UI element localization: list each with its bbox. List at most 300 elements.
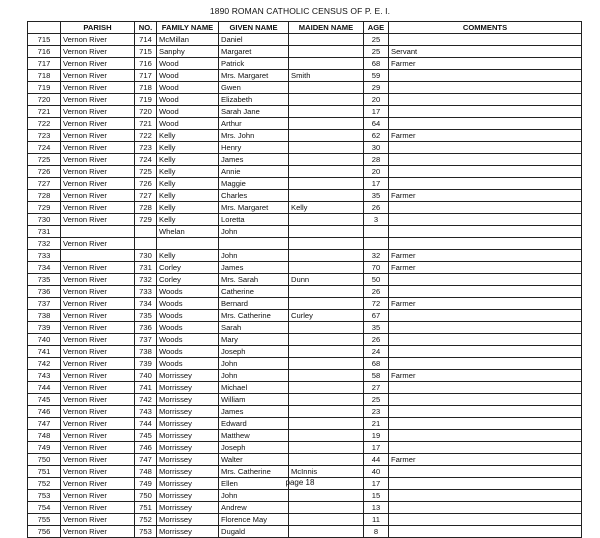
table-row — [28, 418, 582, 430]
age-cell: 17 — [364, 478, 389, 490]
record-number-cell: 732 — [135, 274, 157, 286]
given-name-cell: James — [219, 154, 289, 166]
parish-cell: Vernon River — [61, 238, 135, 250]
comments-cell — [389, 430, 582, 442]
age-cell: 15 — [364, 490, 389, 502]
row-number-cell: 741 — [28, 346, 61, 358]
age-cell: 44 — [364, 454, 389, 466]
maiden-name-cell — [289, 430, 364, 442]
comments-cell: Farmer — [389, 454, 582, 466]
row-number-cell: 748 — [28, 430, 61, 442]
family-name-cell: Whelan — [157, 226, 219, 238]
table-row — [28, 34, 582, 46]
parish-cell: Vernon River — [61, 106, 135, 118]
record-number-cell: 751 — [135, 502, 157, 514]
family-name-cell — [157, 238, 219, 250]
family-name-cell: Kelly — [157, 250, 219, 262]
parish-cell: Vernon River — [61, 358, 135, 370]
row-number-cell: 753 — [28, 490, 61, 502]
row-number-cell: 743 — [28, 370, 61, 382]
record-number-cell: 724 — [135, 154, 157, 166]
row-number-cell: 739 — [28, 322, 61, 334]
age-cell: 32 — [364, 250, 389, 262]
record-number-cell: 720 — [135, 106, 157, 118]
family-name-cell: Woods — [157, 346, 219, 358]
record-number-cell: 735 — [135, 310, 157, 322]
maiden-name-cell — [289, 190, 364, 202]
record-number-cell: 750 — [135, 490, 157, 502]
table-row — [28, 358, 582, 370]
parish-cell: Vernon River — [61, 70, 135, 82]
age-cell — [364, 226, 389, 238]
table-row — [28, 226, 582, 238]
comments-cell: Farmer — [389, 58, 582, 70]
row-number-cell: 730 — [28, 214, 61, 226]
table-row — [28, 46, 582, 58]
comments-cell — [389, 142, 582, 154]
table-row — [28, 274, 582, 286]
age-cell: 72 — [364, 298, 389, 310]
age-cell — [364, 238, 389, 250]
record-number-cell: 747 — [135, 454, 157, 466]
age-cell: 40 — [364, 466, 389, 478]
table-row — [28, 286, 582, 298]
table-row — [28, 130, 582, 142]
table-row — [28, 214, 582, 226]
record-number-cell: 743 — [135, 406, 157, 418]
row-number-cell: 738 — [28, 310, 61, 322]
age-cell: 21 — [364, 418, 389, 430]
given-name-cell: Mrs. Sarah — [219, 274, 289, 286]
header-rownum — [28, 22, 61, 34]
given-name-cell — [219, 238, 289, 250]
table-row — [28, 346, 582, 358]
maiden-name-cell — [289, 358, 364, 370]
table-row — [28, 490, 582, 502]
family-name-cell: Woods — [157, 298, 219, 310]
age-cell: 3 — [364, 214, 389, 226]
table-row — [28, 334, 582, 346]
row-number-cell: 732 — [28, 238, 61, 250]
table-row — [28, 94, 582, 106]
record-number-cell: 714 — [135, 34, 157, 46]
row-number-cell: 747 — [28, 418, 61, 430]
comments-cell: Servant — [389, 46, 582, 58]
comments-cell — [389, 70, 582, 82]
comments-cell — [389, 34, 582, 46]
table-row — [28, 466, 582, 478]
age-cell: 50 — [364, 274, 389, 286]
maiden-name-cell: Smith — [289, 70, 364, 82]
family-name-cell: Kelly — [157, 154, 219, 166]
comments-cell — [389, 442, 582, 454]
record-number-cell: 725 — [135, 166, 157, 178]
given-name-cell: Sarah — [219, 322, 289, 334]
record-number-cell: 740 — [135, 370, 157, 382]
parish-cell: Vernon River — [61, 214, 135, 226]
record-number-cell: 721 — [135, 118, 157, 130]
table-row — [28, 454, 582, 466]
age-cell: 26 — [364, 286, 389, 298]
family-name-cell: Kelly — [157, 190, 219, 202]
row-number-cell: 718 — [28, 70, 61, 82]
record-number-cell: 742 — [135, 394, 157, 406]
family-name-cell: Wood — [157, 82, 219, 94]
table-row — [28, 370, 582, 382]
given-name-cell: John — [219, 358, 289, 370]
row-number-cell: 728 — [28, 190, 61, 202]
parish-cell: Vernon River — [61, 382, 135, 394]
comments-cell — [389, 346, 582, 358]
maiden-name-cell — [289, 154, 364, 166]
row-number-cell: 746 — [28, 406, 61, 418]
family-name-cell: Morrissey — [157, 406, 219, 418]
record-number-cell — [135, 238, 157, 250]
parish-cell: Vernon River — [61, 418, 135, 430]
record-number-cell: 727 — [135, 190, 157, 202]
record-number-cell: 726 — [135, 178, 157, 190]
given-name-cell: Patrick — [219, 58, 289, 70]
family-name-cell: Corley — [157, 262, 219, 274]
family-name-cell: Woods — [157, 322, 219, 334]
parish-cell: Vernon River — [61, 346, 135, 358]
maiden-name-cell: Kelly — [289, 202, 364, 214]
row-number-cell: 756 — [28, 526, 61, 538]
parish-cell: Vernon River — [61, 526, 135, 538]
record-number-cell: 739 — [135, 358, 157, 370]
comments-cell: Farmer — [389, 190, 582, 202]
age-cell: 25 — [364, 34, 389, 46]
maiden-name-cell — [289, 250, 364, 262]
given-name-cell: Mrs. Margaret — [219, 70, 289, 82]
maiden-name-cell — [289, 502, 364, 514]
maiden-name-cell — [289, 298, 364, 310]
parish-cell: Vernon River — [61, 94, 135, 106]
family-name-cell: Morrissey — [157, 466, 219, 478]
maiden-name-cell — [289, 322, 364, 334]
age-cell: 19 — [364, 430, 389, 442]
table-row — [28, 430, 582, 442]
comments-cell — [389, 226, 582, 238]
given-name-cell: Florence May — [219, 514, 289, 526]
record-number-cell: 728 — [135, 202, 157, 214]
family-name-cell: Woods — [157, 286, 219, 298]
row-number-cell: 726 — [28, 166, 61, 178]
parish-cell: Vernon River — [61, 190, 135, 202]
maiden-name-cell — [289, 166, 364, 178]
age-cell: 28 — [364, 154, 389, 166]
family-name-cell: Kelly — [157, 202, 219, 214]
given-name-cell: Margaret — [219, 46, 289, 58]
record-number-cell: 722 — [135, 130, 157, 142]
comments-cell — [389, 214, 582, 226]
row-number-cell: 749 — [28, 442, 61, 454]
parish-cell: Vernon River — [61, 370, 135, 382]
comments-cell — [389, 358, 582, 370]
given-name-cell: Daniel — [219, 34, 289, 46]
parish-cell — [61, 226, 135, 238]
given-name-cell: Loretta — [219, 214, 289, 226]
comments-cell — [389, 118, 582, 130]
page-number: page 18 — [285, 478, 315, 487]
given-name-cell: James — [219, 262, 289, 274]
table-row — [28, 502, 582, 514]
maiden-name-cell — [289, 34, 364, 46]
parish-cell: Vernon River — [61, 118, 135, 130]
parish-cell: Vernon River — [61, 310, 135, 322]
maiden-name-cell — [289, 526, 364, 538]
parish-cell: Vernon River — [61, 322, 135, 334]
age-cell: 17 — [364, 106, 389, 118]
header-given-name: GIVEN NAME — [219, 22, 289, 34]
comments-cell — [389, 394, 582, 406]
maiden-name-cell — [289, 106, 364, 118]
given-name-cell: Mrs. Margaret — [219, 202, 289, 214]
family-name-cell: Morrissey — [157, 502, 219, 514]
given-name-cell: John — [219, 490, 289, 502]
age-cell: 25 — [364, 46, 389, 58]
row-number-cell: 752 — [28, 478, 61, 490]
comments-cell — [389, 238, 582, 250]
parish-cell: Vernon River — [61, 394, 135, 406]
maiden-name-cell — [289, 418, 364, 430]
table-row — [28, 202, 582, 214]
row-number-cell: 720 — [28, 94, 61, 106]
given-name-cell: Dugald — [219, 526, 289, 538]
header-family-name: FAMILY NAME — [157, 22, 219, 34]
comments-cell — [389, 490, 582, 502]
comments-cell — [389, 514, 582, 526]
record-number-cell: 729 — [135, 214, 157, 226]
given-name-cell: Arthur — [219, 118, 289, 130]
comments-cell: Farmer — [389, 250, 582, 262]
comments-cell — [389, 334, 582, 346]
given-name-cell: William — [219, 394, 289, 406]
family-name-cell: Kelly — [157, 178, 219, 190]
given-name-cell: Annie — [219, 166, 289, 178]
family-name-cell: Wood — [157, 106, 219, 118]
row-number-cell: 744 — [28, 382, 61, 394]
comments-cell — [389, 166, 582, 178]
given-name-cell: Joseph — [219, 346, 289, 358]
table-row — [28, 178, 582, 190]
given-name-cell: Mrs. Catherine — [219, 310, 289, 322]
given-name-cell: Maggie — [219, 178, 289, 190]
parish-cell: Vernon River — [61, 34, 135, 46]
comments-cell — [389, 286, 582, 298]
row-number-cell: 751 — [28, 466, 61, 478]
family-name-cell: Corley — [157, 274, 219, 286]
comments-cell: Farmer — [389, 298, 582, 310]
family-name-cell: Wood — [157, 70, 219, 82]
age-cell: 26 — [364, 202, 389, 214]
row-number-cell: 724 — [28, 142, 61, 154]
family-name-cell: McMillan — [157, 34, 219, 46]
comments-cell — [389, 202, 582, 214]
age-cell: 8 — [364, 526, 389, 538]
table-row — [28, 238, 582, 250]
parish-cell: Vernon River — [61, 406, 135, 418]
header-no: NO. — [135, 22, 157, 34]
age-cell: 26 — [364, 334, 389, 346]
family-name-cell: Sanphy — [157, 46, 219, 58]
row-number-cell: 719 — [28, 82, 61, 94]
age-cell: 58 — [364, 370, 389, 382]
given-name-cell: Gwen — [219, 82, 289, 94]
maiden-name-cell — [289, 334, 364, 346]
row-number-cell: 735 — [28, 274, 61, 286]
age-cell: 25 — [364, 394, 389, 406]
comments-cell — [389, 406, 582, 418]
record-number-cell: 744 — [135, 418, 157, 430]
family-name-cell: Morrissey — [157, 514, 219, 526]
record-number-cell: 736 — [135, 322, 157, 334]
given-name-cell: Mary — [219, 334, 289, 346]
family-name-cell: Morrissey — [157, 430, 219, 442]
record-number-cell: 752 — [135, 514, 157, 526]
comments-cell: Farmer — [389, 370, 582, 382]
maiden-name-cell — [289, 58, 364, 70]
family-name-cell: Morrissey — [157, 454, 219, 466]
given-name-cell: Matthew — [219, 430, 289, 442]
table-row — [28, 118, 582, 130]
row-number-cell: 742 — [28, 358, 61, 370]
parish-cell: Vernon River — [61, 58, 135, 70]
family-name-cell: Kelly — [157, 130, 219, 142]
record-number-cell: 733 — [135, 286, 157, 298]
record-number-cell: 717 — [135, 70, 157, 82]
record-number-cell: 715 — [135, 46, 157, 58]
given-name-cell: Bernard — [219, 298, 289, 310]
table-row — [28, 70, 582, 82]
table-row — [28, 322, 582, 334]
comments-cell — [389, 310, 582, 322]
row-number-cell: 733 — [28, 250, 61, 262]
family-name-cell: Morrissey — [157, 478, 219, 490]
census-table — [27, 21, 582, 538]
record-number-cell: 738 — [135, 346, 157, 358]
maiden-name-cell — [289, 370, 364, 382]
age-cell: 11 — [364, 514, 389, 526]
maiden-name-cell — [289, 490, 364, 502]
maiden-name-cell — [289, 130, 364, 142]
age-cell: 20 — [364, 166, 389, 178]
maiden-name-cell — [289, 46, 364, 58]
given-name-cell: Elizabeth — [219, 94, 289, 106]
record-number-cell: 734 — [135, 298, 157, 310]
table-row — [28, 262, 582, 274]
age-cell: 29 — [364, 82, 389, 94]
comments-cell — [389, 502, 582, 514]
family-name-cell: Woods — [157, 310, 219, 322]
record-number-cell: 730 — [135, 250, 157, 262]
table-row — [28, 442, 582, 454]
maiden-name-cell — [289, 346, 364, 358]
given-name-cell: Ellen — [219, 478, 289, 490]
maiden-name-cell — [289, 142, 364, 154]
age-cell: 17 — [364, 178, 389, 190]
row-number-cell: 750 — [28, 454, 61, 466]
family-name-cell: Woods — [157, 358, 219, 370]
age-cell: 62 — [364, 130, 389, 142]
age-cell: 68 — [364, 58, 389, 70]
comments-cell — [389, 94, 582, 106]
family-name-cell: Kelly — [157, 214, 219, 226]
parish-cell: Vernon River — [61, 430, 135, 442]
family-name-cell: Morrissey — [157, 382, 219, 394]
parish-cell: Vernon River — [61, 262, 135, 274]
given-name-cell: Charles — [219, 190, 289, 202]
family-name-cell: Morrissey — [157, 526, 219, 538]
family-name-cell: Kelly — [157, 166, 219, 178]
record-number-cell: 737 — [135, 334, 157, 346]
maiden-name-cell — [289, 94, 364, 106]
record-number-cell: 716 — [135, 58, 157, 70]
given-name-cell: Michael — [219, 382, 289, 394]
table-row — [28, 166, 582, 178]
given-name-cell: Sarah Jane — [219, 106, 289, 118]
maiden-name-cell — [289, 442, 364, 454]
maiden-name-cell — [289, 454, 364, 466]
maiden-name-cell — [289, 514, 364, 526]
maiden-name-cell: Dunn — [289, 274, 364, 286]
table-row — [28, 190, 582, 202]
parish-cell: Vernon River — [61, 142, 135, 154]
parish-cell: Vernon River — [61, 478, 135, 490]
table-row — [28, 58, 582, 70]
parish-cell: Vernon River — [61, 286, 135, 298]
record-number-cell: 741 — [135, 382, 157, 394]
table-row — [28, 250, 582, 262]
age-cell: 35 — [364, 322, 389, 334]
table-row — [28, 298, 582, 310]
given-name-cell: Andrew — [219, 502, 289, 514]
row-number-cell: 723 — [28, 130, 61, 142]
table-row — [28, 406, 582, 418]
parish-cell: Vernon River — [61, 490, 135, 502]
row-number-cell: 727 — [28, 178, 61, 190]
maiden-name-cell — [289, 118, 364, 130]
parish-cell: Vernon River — [61, 454, 135, 466]
row-number-cell: 729 — [28, 202, 61, 214]
family-name-cell: Morrissey — [157, 370, 219, 382]
row-number-cell: 725 — [28, 154, 61, 166]
comments-cell — [389, 382, 582, 394]
given-name-cell: John — [219, 370, 289, 382]
table-row — [28, 382, 582, 394]
comments-cell — [389, 526, 582, 538]
comments-cell — [389, 106, 582, 118]
maiden-name-cell: McInnis — [289, 466, 364, 478]
family-name-cell: Woods — [157, 334, 219, 346]
parish-cell: Vernon River — [61, 82, 135, 94]
comments-cell — [389, 82, 582, 94]
table-row — [28, 394, 582, 406]
age-cell: 30 — [364, 142, 389, 154]
record-number-cell: 723 — [135, 142, 157, 154]
comments-cell — [389, 154, 582, 166]
table-row — [28, 310, 582, 322]
parish-cell: Vernon River — [61, 202, 135, 214]
maiden-name-cell — [289, 178, 364, 190]
maiden-name-cell — [289, 394, 364, 406]
census-body — [28, 34, 582, 538]
row-number-cell: 734 — [28, 262, 61, 274]
comments-cell: Farmer — [389, 130, 582, 142]
header-age: AGE — [364, 22, 389, 34]
record-number-cell: 749 — [135, 478, 157, 490]
table-row — [28, 106, 582, 118]
